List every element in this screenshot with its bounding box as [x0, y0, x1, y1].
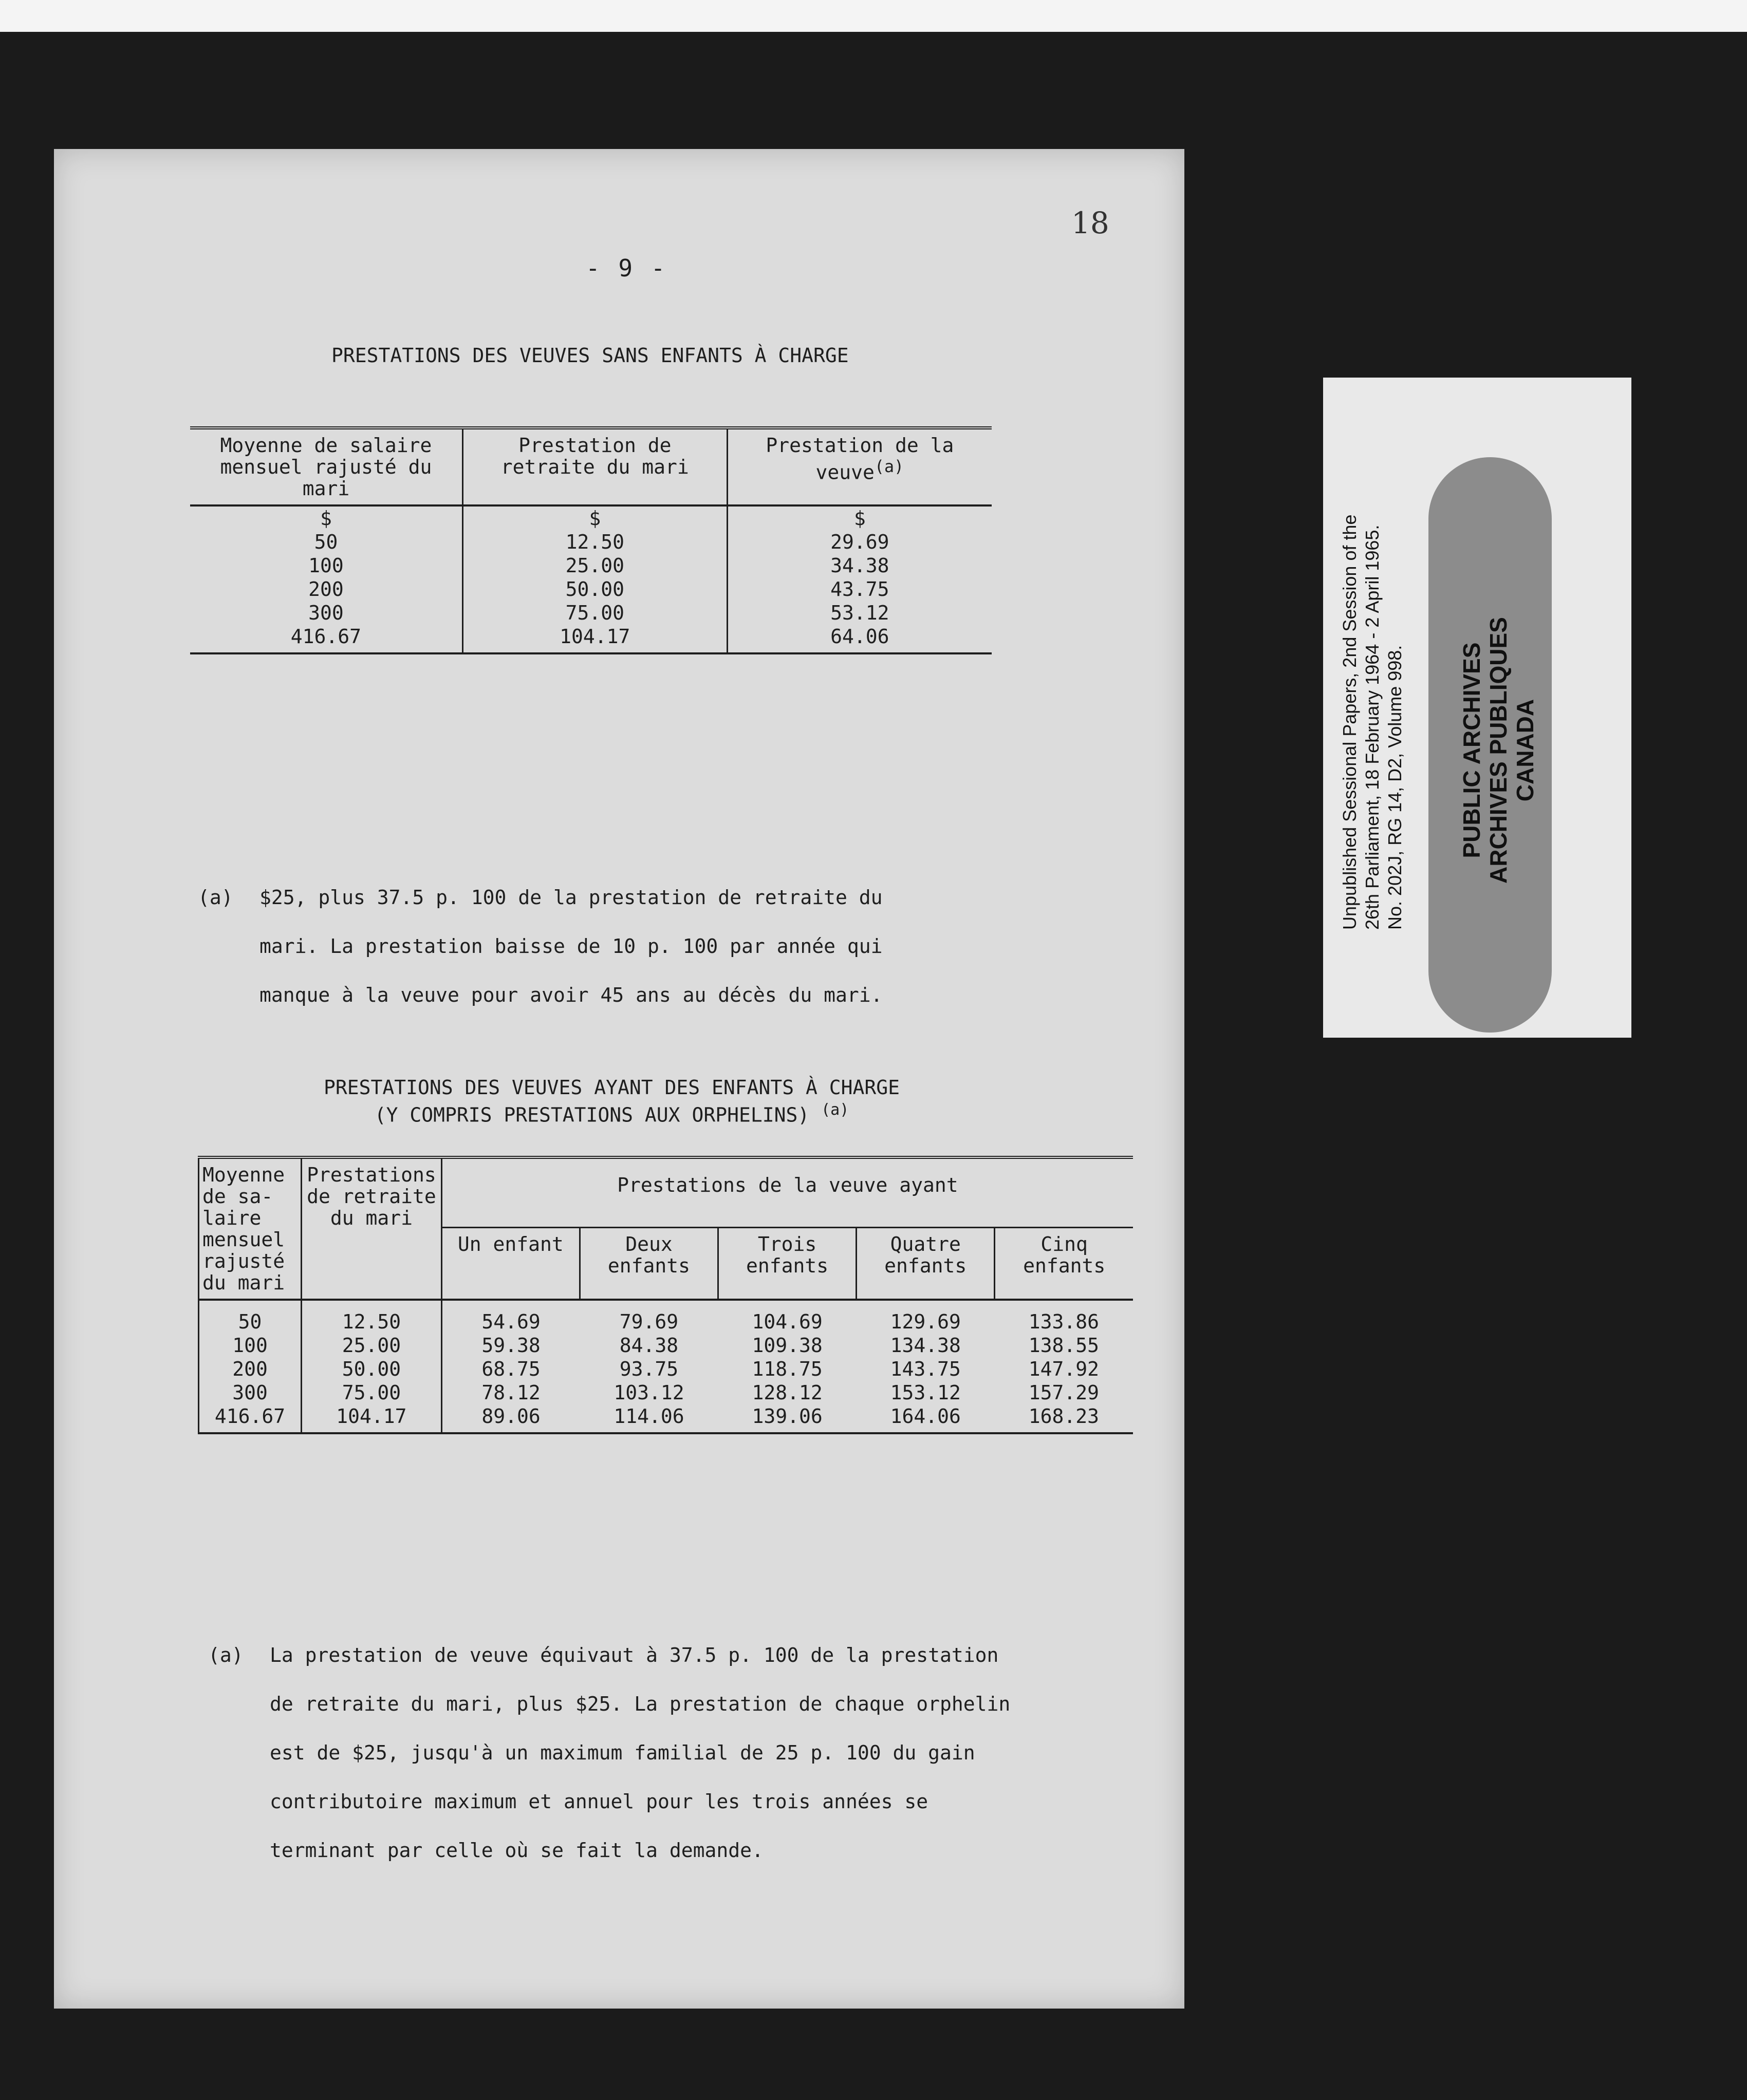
- t1-cell: 50: [314, 531, 338, 553]
- scanner-top-strip: [0, 0, 1747, 32]
- note-line: terminant par celle où se fait la demande.: [270, 1839, 764, 1862]
- archive-caption: [1339, 514, 1406, 930]
- table-row: [199, 1334, 1133, 1357]
- t1-cell: 64.06: [727, 625, 992, 653]
- t2-cell: 68.75: [441, 1357, 580, 1381]
- t2-cell: 153.12: [890, 1381, 961, 1404]
- t1-header-widow: [727, 428, 992, 505]
- t2-cell: 168.23: [1028, 1405, 1100, 1428]
- t1-cell: 100: [308, 554, 344, 577]
- page-number: - 9 -: [586, 254, 667, 282]
- t2-cell: 300: [199, 1381, 302, 1404]
- corner-handwritten-mark: 18: [1071, 205, 1109, 240]
- table2-title-note: (a): [821, 1101, 849, 1119]
- t2-cell: 147.92: [1028, 1358, 1100, 1380]
- t2-cell: 200: [199, 1357, 302, 1381]
- t1-cell: 104.17: [462, 625, 727, 653]
- t1-cell: 34.38: [727, 554, 992, 577]
- t2-cell: 84.38: [619, 1334, 679, 1357]
- t2-cell: 75.00: [302, 1381, 442, 1404]
- t1-cell: 53.12: [727, 601, 992, 625]
- stamp-line: PUBLIC ARCHIVES: [1458, 642, 1485, 858]
- t2-cell: 59.38: [441, 1334, 580, 1357]
- t1-header-widow-label: Prestation de la veuve: [766, 434, 954, 484]
- t1-cell: 50.00: [462, 577, 727, 601]
- table-row: [190, 530, 992, 554]
- table2-title-line1: PRESTATIONS DES VEUVES AYANT DES ENFANTS À CHARGE: [324, 1076, 900, 1099]
- t2-cell: 50.00: [302, 1357, 442, 1381]
- t2-cell: 89.06: [441, 1404, 580, 1433]
- table-row: [190, 625, 992, 653]
- t1-cell: 25.00: [462, 554, 727, 577]
- t1-header-retirement: Prestation de retraite du mari: [462, 428, 727, 505]
- t1-currency: $: [320, 507, 332, 530]
- t2-header-salary: Moyenne de sa- laire mensuel rajusté du mari: [199, 1157, 302, 1300]
- t2-subheader: Deux enfants: [580, 1228, 718, 1300]
- t2-cell: 139.06: [752, 1405, 823, 1428]
- t1-cell: 12.50: [462, 530, 727, 554]
- t2-group-header: Prestations de la veuve ayant: [441, 1157, 1133, 1228]
- t1-header-salary: Moyenne de salaire mensuel rajusté du mari: [190, 428, 462, 505]
- t2-cell: 100: [199, 1334, 302, 1357]
- t2-cell: 78.12: [441, 1381, 580, 1404]
- table2-footnote: [208, 1631, 1184, 1875]
- t2-cell: 114.06: [614, 1405, 684, 1428]
- t2-subheader: Cinq enfants: [995, 1228, 1133, 1300]
- t1-cell: 75.00: [462, 601, 727, 625]
- t2-cell: 54.69: [441, 1300, 580, 1334]
- note-line: manque à la veuve pour avoir 45 ans au décès du mari.: [259, 984, 883, 1006]
- note-line: $25, plus 37.5 p. 100 de la prestation de retraite du: [259, 886, 883, 909]
- caption-line: No. 202J, RG 14, D2, Volume 998.: [1384, 645, 1405, 930]
- table2-title-line2: (Y COMPRIS PRESTATIONS AUX ORPHELINS): [374, 1103, 810, 1127]
- t1-cell: 43.75: [727, 577, 992, 601]
- t2-cell: 134.38: [890, 1334, 961, 1357]
- t2-cell: 103.12: [614, 1381, 684, 1404]
- t2-cell: 138.55: [1028, 1334, 1100, 1357]
- t1-cell: 416.67: [290, 625, 362, 648]
- note-line: mari. La prestation baisse de 10 p. 100 par année qui: [259, 935, 883, 958]
- t2-subheader: Trois enfants: [718, 1228, 857, 1300]
- table2-title: [324, 1076, 900, 1127]
- table-row: [199, 1300, 1133, 1334]
- t1-currency: $: [727, 505, 992, 530]
- table2: [198, 1156, 1133, 1434]
- t2-cell: 50: [199, 1300, 302, 1334]
- archives-stamp-text: [1458, 617, 1538, 884]
- table-row: [190, 554, 992, 577]
- table1-footnote: [198, 873, 1071, 1020]
- t1-currency: $: [462, 505, 727, 530]
- t2-cell: 157.29: [1028, 1381, 1100, 1404]
- t1-cell: 29.69: [727, 530, 992, 554]
- t2-cell: 416.67: [199, 1404, 302, 1433]
- t2-cell: 118.75: [752, 1358, 823, 1380]
- t2-cell: 129.69: [890, 1310, 961, 1333]
- note-line: est de $25, jusqu'à un maximum familial de 25 p. 100 du gain: [270, 1741, 975, 1764]
- t1-cell: 200: [308, 578, 344, 601]
- note-label: (a): [198, 886, 233, 909]
- table-row: [190, 577, 992, 601]
- note-line: de retraite du mari, plus $25. La prestation de chaque orphelin: [270, 1693, 1011, 1715]
- caption-line: Unpublished Sessional Papers, 2nd Session of the: [1339, 514, 1360, 930]
- note-line: contributoire maximum et annuel pour les trois années se: [270, 1790, 928, 1813]
- table1: [190, 426, 992, 654]
- stamp-line: ARCHIVES PUBLIQUES: [1485, 617, 1512, 884]
- caption-line: 26th Parliament, 18 February 1964 - 2 April 1965.: [1362, 524, 1383, 930]
- t2-cell: 143.75: [890, 1358, 961, 1380]
- table1-title: PRESTATIONS DES VEUVES SANS ENFANTS À CHARGE: [331, 344, 849, 367]
- t2-cell: 79.69: [619, 1310, 679, 1333]
- document-page: [54, 149, 1184, 2009]
- stamp-line: CANADA: [1512, 699, 1538, 802]
- note-line: La prestation de veuve équivaut à 37.5 p. 100 de la prestation: [270, 1644, 999, 1666]
- t2-cell: 25.00: [302, 1334, 442, 1357]
- t2-header-retirement: Prestations de retraite du mari: [302, 1157, 442, 1300]
- t2-cell: 104.69: [752, 1310, 823, 1333]
- table-row: [199, 1404, 1133, 1433]
- t2-cell: 12.50: [302, 1300, 442, 1334]
- t2-subheader: Un enfant: [441, 1228, 580, 1300]
- note-label: (a): [208, 1644, 244, 1666]
- t2-cell: 164.06: [890, 1405, 961, 1428]
- t2-cell: 128.12: [752, 1381, 823, 1404]
- t1-cell: 300: [308, 602, 344, 624]
- t2-cell: 93.75: [619, 1358, 679, 1380]
- table-row: [199, 1381, 1133, 1404]
- t2-subheader: Quatre enfants: [857, 1228, 995, 1300]
- t2-cell: 133.86: [1028, 1310, 1100, 1333]
- t2-cell: 109.38: [752, 1334, 823, 1357]
- t2-cell: 104.17: [302, 1404, 442, 1433]
- table-row: [190, 601, 992, 625]
- t1-header-widow-note: (a): [874, 458, 904, 476]
- table-row: [199, 1357, 1133, 1381]
